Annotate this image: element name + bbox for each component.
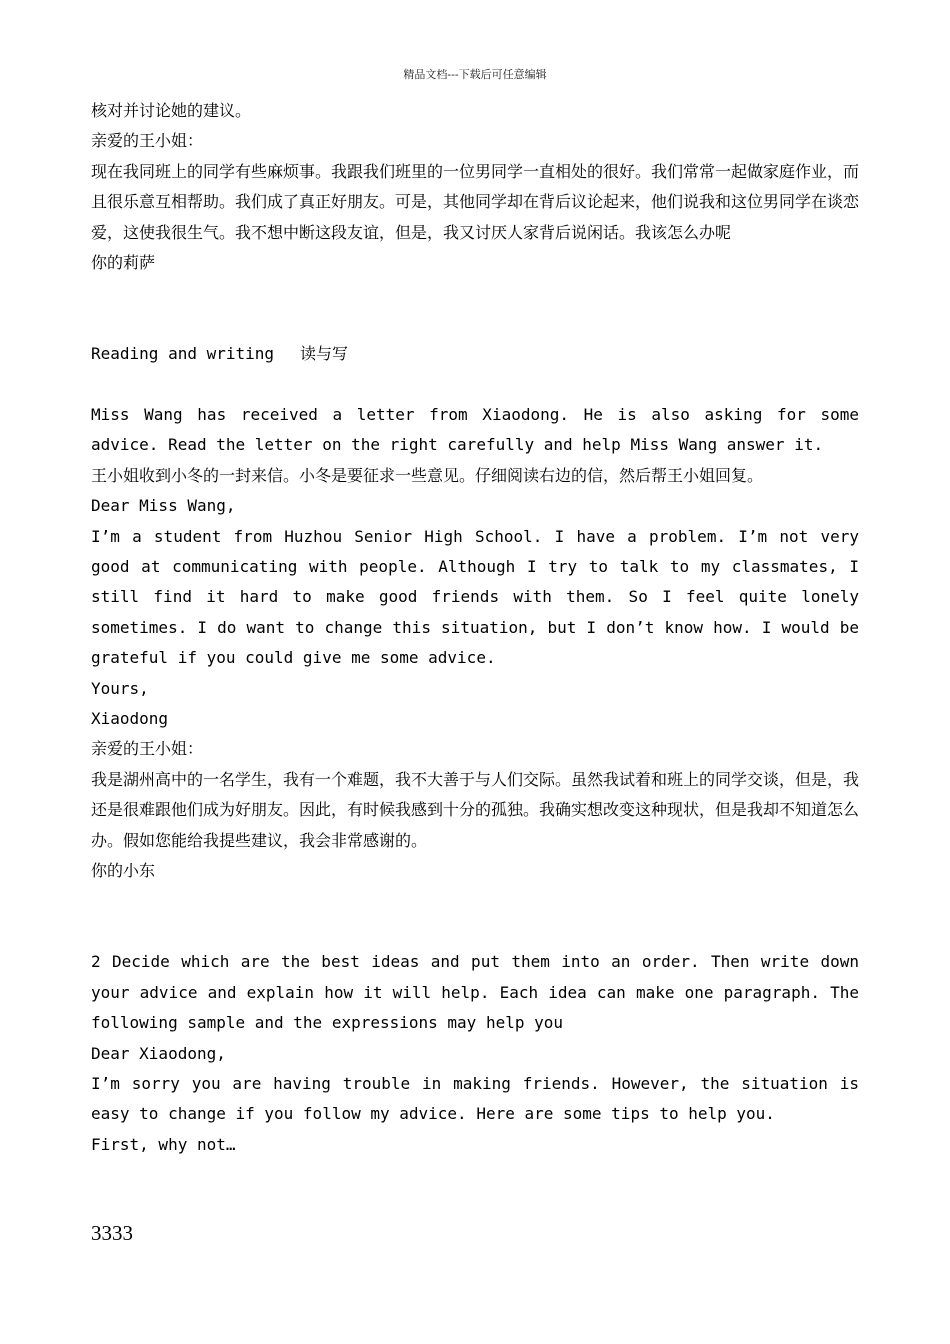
section-title-cn: 读与写 — [300, 344, 349, 364]
letter2-signature: Xiaodong — [91, 709, 169, 729]
letter2-cn-greeting: 亲爱的王小姐： — [91, 739, 204, 759]
letter1-greeting: 亲爱的王小姐： — [91, 131, 204, 151]
letter2-cn-body: 我是湖州高中的一名学生，我有一个难题，我不大善于与人们交际。虽然我试着和班上的同学交谈，但是，我还是很难跟他们成为好朋友。因此，有时候我感到十分的孤独。我确实想改变这种现状，但是我却不知道怎么办。假如您能给我提些建议，我会非常感谢的。 — [91, 769, 860, 850]
reply-greeting: Dear Xiaodong, — [91, 1043, 226, 1063]
reply-first: First, why not… — [91, 1134, 236, 1154]
letter2-cn-signature: 你的小东 — [91, 861, 156, 881]
reply-body: I’m sorry you are having trouble in making friends. However, the situation is easy to change if you follow my advice. Here are some tips to help you. — [91, 1073, 859, 1124]
task1-instruction-en: Miss Wang has received a letter from Xiaodong. He is also asking for some advice. Read the letter on the right carefully and help Miss Wang answer it. — [91, 405, 859, 455]
letter2-greeting: Dear Miss Wang, — [91, 496, 236, 516]
page-number: 3333 — [91, 1221, 133, 1245]
letter1-signature: 你的莉萨 — [91, 253, 156, 273]
section-heading — [91, 339, 859, 369]
task1-instruction-cn: 王小姐收到小冬的一封来信。小冬是要征求一些意见。仔细阅读右边的信，然后帮王小姐回复。 — [91, 465, 764, 485]
letter2-body: I’m a student from Huzhou Senior High School. I have a problem. I’m not very good at communicating with people. Although I try to talk to my classmates, I still find it hard to make good friends with them. So I feel quite lonely sometimes. I do want to change this situation, but I don’t know how. I would be grateful if you could give me some advice. — [91, 526, 859, 668]
section-title-en: Reading and writing — [91, 344, 275, 364]
task2-instruction: 2 Decide which are the best ideas and put them into an order. Then write down your advice and explain how it will help. Each idea can make one paragraph. The following sample and the expressions may help you — [91, 952, 859, 1033]
letter1-body: 现在我同班上的同学有些麻烦事。我跟我们班里的一位男同学一直相处的很好。我们常常一起做家庭作业，而且很乐意互相帮助。我们成了真正好朋友。可是，其他同学却在背后议论起来，他们说我和这位男同学在谈恋爱，这使我很生气。我不想中断这段友谊，但是，我又讨厌人家背后说闲话。我该怎么办呢 — [91, 161, 860, 242]
intro-line: 核对并讨论她的建议。 — [91, 101, 252, 120]
letter2-closing: Yours, — [91, 678, 149, 698]
page-header: 精品文档---下载后可任意编辑 — [403, 68, 547, 81]
document-body — [91, 96, 859, 1160]
